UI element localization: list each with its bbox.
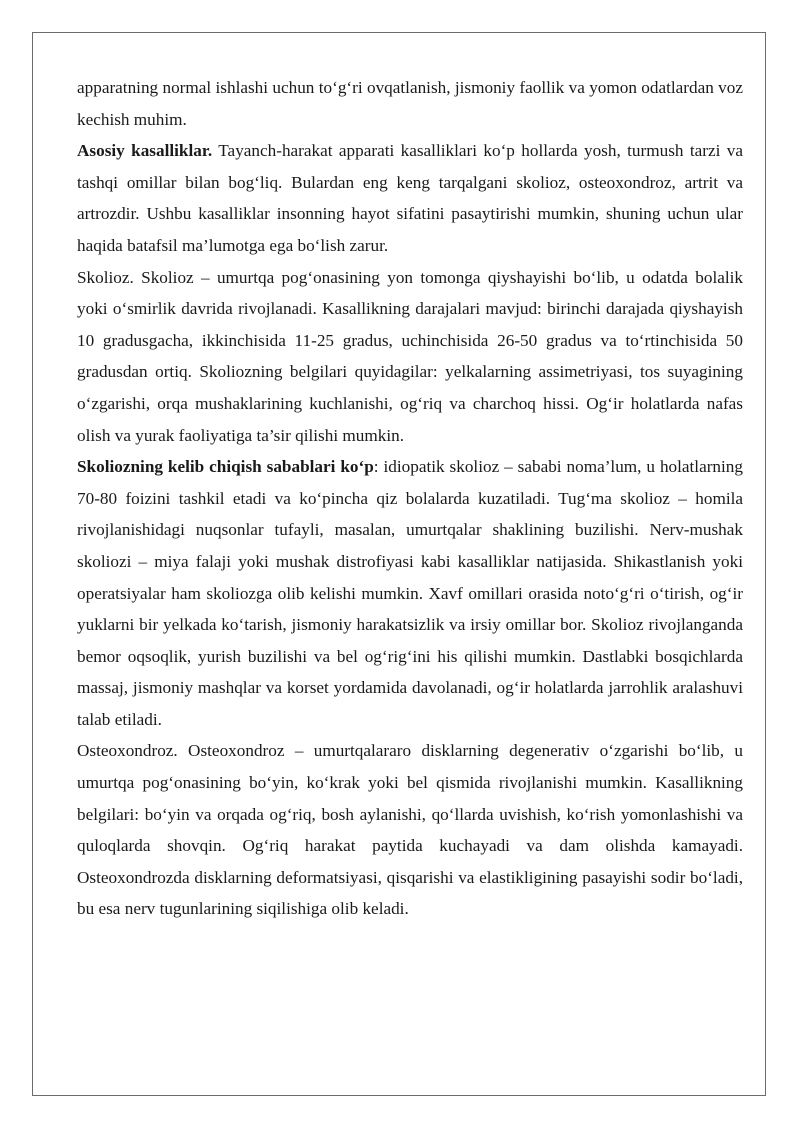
paragraph-osteochondrosis <box>77 735 743 925</box>
paragraph-main-diseases <box>77 135 743 261</box>
paragraph-intro <box>77 72 743 135</box>
paragraph-text: Tayanch-harakat apparati kasalliklari ko‘p hollarda yosh, turmush tarzi va tashqi omillar bilan bog‘liq. Bulardan eng keng tarqalgani skolioz, osteoxondroz, artrit va artrozdir. Ushbu kasalliklar insonning hayot sifatini pasaytirishi mumkin, shuning uchun ular haqida batafsil ma’lumotga ega bo‘lish zarur. <box>77 141 743 255</box>
document-body <box>77 72 743 925</box>
paragraph-scoliosis-causes <box>77 451 743 735</box>
paragraph-text: : idiopatik skolioz – sababi noma’lum, u holatlarning 70-80 foizini tashkil etadi va ko‘pincha qiz bolalarda kuzatiladi. Tug‘ma skolioz – homila rivojlanishidagi nuqsonlar tufayli, masalan, umurtqalar shaklining buzilishi. Nerv-mushak skoliozi – miya falaji yoki mushak distrofiyasi kabi kasalliklar natijasida. Shikastlanish yoki operatsiyalar ham skoliozga olib kelishi mumkin. Xavf omillari orasida noto‘g‘ri o‘tirish, og‘ir yuklarni bir yelkada ko‘tarish, jismoniy harakatsizlik va irsiy omillar bor. Skolioz rivojlanganda bemor oqsoqlik, yurish buzilishi va bel og‘rig‘ini his qilishi mumkin. Dastlabki bosqichlarda massaj, jismoniy mashqlar va korset yordamida davolanadi, og‘ir holatlarda jarrohlik aralashuvi talab etiladi. <box>77 457 743 729</box>
paragraph-text: Skolioz. Skolioz – umurtqa pog‘onasining yon tomonga qiyshayishi bo‘lib, u odatda bolalik yoki o‘smirlik davrida rivojlanadi. Kasallikning darajalari mavjud: birinchi darajada qiyshayish 10 gradusgacha, ikkinchisida 11-25 gradus, uchinchisida 26-50 gradus va to‘rtinchisida 50 gradusdan ortiq. Skoliozning belgilari quyidagilar: yelkalarning assimetriyasi, tos suyagining o‘zgarishi, orqa mushaklarining kuchlanishi, og‘riq va charchoq hissi. Og‘ir holatlarda nafas olish va yurak faoliyatiga ta’sir qilishi mumkin. <box>77 267 743 445</box>
paragraph-text: apparatning normal ishlashi uchun to‘g‘ri ovqatlanish, jismoniy faollik va yomon odatlardan voz kechish muhim. <box>77 78 743 129</box>
paragraph-heading: Skoliozning kelib chiqish sabablari ko‘p <box>77 457 374 477</box>
paragraph-scoliosis <box>77 262 743 452</box>
paragraph-text: Osteoxondroz. Osteoxondroz – umurtqalararo disklarning degenerativ o‘zgarishi bo‘lib, u umurtqa pog‘onasining bo‘yin, ko‘krak yoki bel qismida rivojlanishi mumkin. Kasallikning belgilari: bo‘yin va orqada og‘riq, bosh aylanishi, qo‘llarda uvishish, ko‘rish yomonlashishi va quloqlarda shovqin. Og‘riq harakat paytida kuchayadi va dam olishda kamayadi. Osteoxondrozda disklarning deformatsiyasi, qisqarishi va elastikligining pasayishi sodir bo‘ladi, bu esa nerv tugunlarining siqilishiga olib keladi. <box>77 741 743 919</box>
paragraph-heading: Asosiy kasalliklar. <box>77 141 213 161</box>
